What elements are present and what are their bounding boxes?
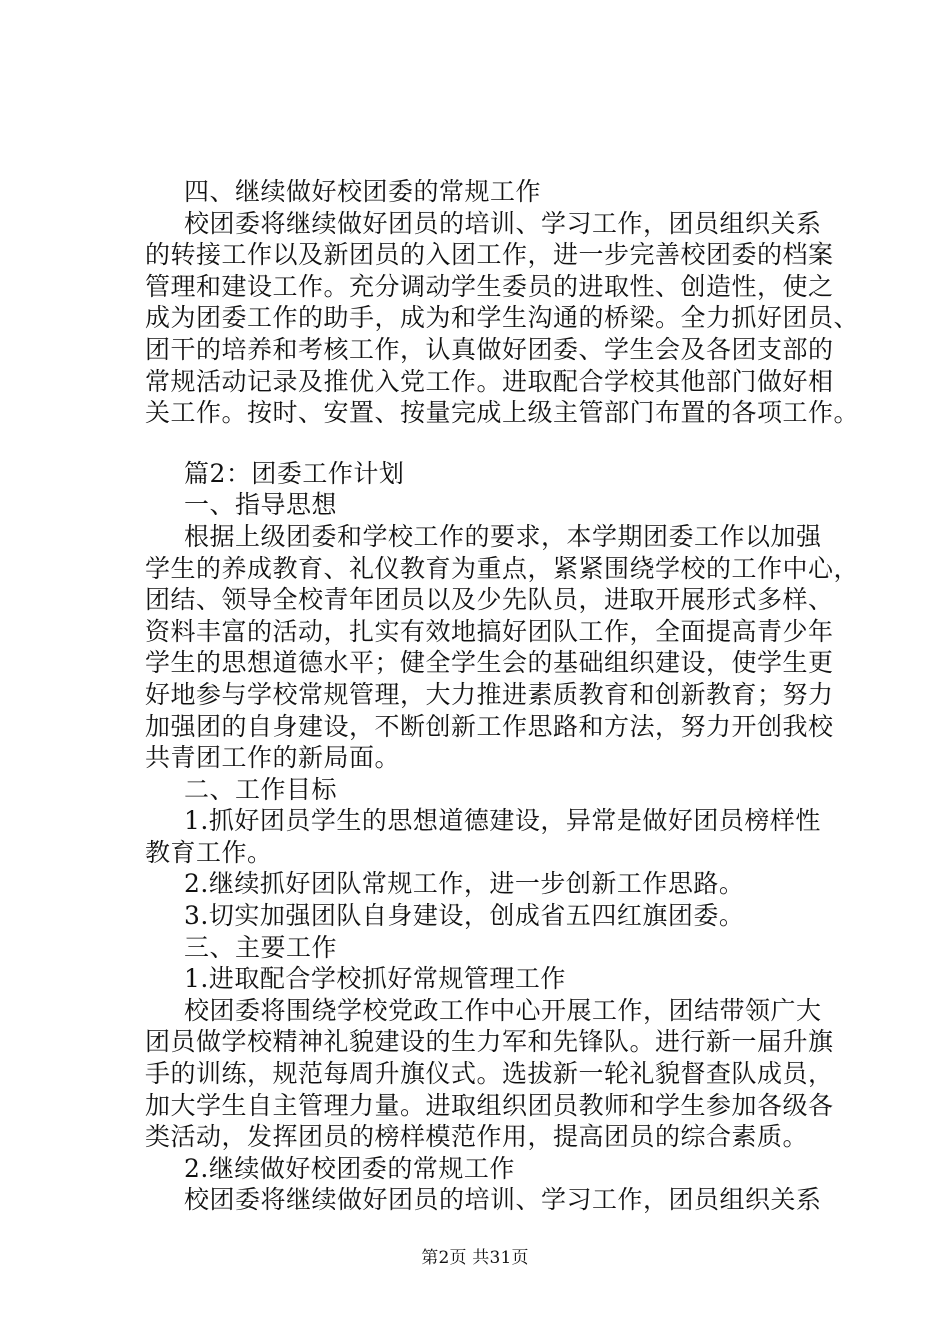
list-item: 1.抓好团员学生的思想道德建设，异常是做好团员榜样性 xyxy=(184,806,821,836)
paragraph-line: 资料丰富的活动，扎实有效地搞好团队工作，全面提高青少年 xyxy=(145,616,834,646)
subsection-heading: 1.进取配合学校抓好常规管理工作 xyxy=(184,964,566,994)
paragraph-line: 好地参与学校常规管理，大力推进素质教育和创新教育；努力 xyxy=(145,679,834,709)
list-item: 3.切实加强团队自身建设，创成省五四红旗团委。 xyxy=(184,901,745,931)
paragraph-line: 的转接工作以及新团员的入团工作，进一步完善校团委的档案 xyxy=(145,240,834,270)
section-heading: 一、指导思想 xyxy=(184,490,338,520)
paragraph-line: 常规活动记录及推优入党工作。进取配合学校其他部门做好相 xyxy=(145,366,834,396)
paragraph-line: 成为团委工作的助手，成为和学生沟通的桥梁。全力抓好团员、 xyxy=(145,303,860,333)
subsection-heading: 2.继续做好校团委的常规工作 xyxy=(184,1153,515,1183)
list-item-continuation: 教育工作。 xyxy=(145,837,273,867)
paragraph-line: 校团委将继续做好团员的培训、学习工作，团员组织关系 xyxy=(184,1185,822,1215)
paragraph-line: 类活动，发挥团员的榜样模范作用，提高团员的综合素质。 xyxy=(145,1122,809,1152)
paragraph-line: 团结、领导全校青年团员以及少先队员，进取开展形式多样、 xyxy=(145,585,834,615)
paragraph-gap xyxy=(145,429,865,458)
section-heading: 三、主要工作 xyxy=(184,932,338,962)
paragraph-line: 校团委将围绕学校党政工作中心开展工作，团结带领广大 xyxy=(184,995,822,1025)
section-heading: 二、工作目标 xyxy=(184,774,338,804)
paragraph-line: 手的训练，规范每周升旗仪式。选拔新一轮礼貌督查队成员， xyxy=(145,1059,834,1089)
section-heading: 四、继续做好校团委的常规工作 xyxy=(184,177,542,206)
document-body xyxy=(145,176,865,1216)
article-title: 篇2：团委工作计划 xyxy=(184,458,405,488)
paragraph-line: 共青团工作的新局面。 xyxy=(145,743,401,773)
paragraph-line: 团员做学校精神礼貌建设的生力军和先锋队。进行新一届升旗 xyxy=(145,1027,834,1057)
list-item: 2.继续抓好团队常规工作，进一步创新工作思路。 xyxy=(184,869,745,899)
paragraph-line: 加强团的自身建设，不断创新工作思路和方法，努力开创我校 xyxy=(145,711,834,741)
page-footer: 第2页 共31页 xyxy=(421,1248,529,1268)
paragraph-line: 关工作。按时、安置、按量完成上级主管部门布置的各项工作。 xyxy=(145,398,860,428)
paragraph-line: 团干的培养和考核工作，认真做好团委、学生会及各团支部的 xyxy=(145,334,834,364)
paragraph-line: 管理和建设工作。充分调动学生委员的进取性、创造性，使之 xyxy=(145,271,834,301)
paragraph-line: 加大学生自主管理力量。进取组织团员教师和学生参加各级各 xyxy=(145,1090,834,1120)
paragraph-line: 学生的养成教育、礼仪教育为重点，紧紧围绕学校的工作中心， xyxy=(145,553,860,583)
paragraph-line: 学生的思想道德水平；健全学生会的基础组织建设，使学生更 xyxy=(145,648,834,678)
paragraph-line: 校团委将继续做好团员的培训、学习工作，团员组织关系 xyxy=(184,208,822,238)
paragraph-line: 根据上级团委和学校工作的要求，本学期团委工作以加强 xyxy=(184,521,822,551)
